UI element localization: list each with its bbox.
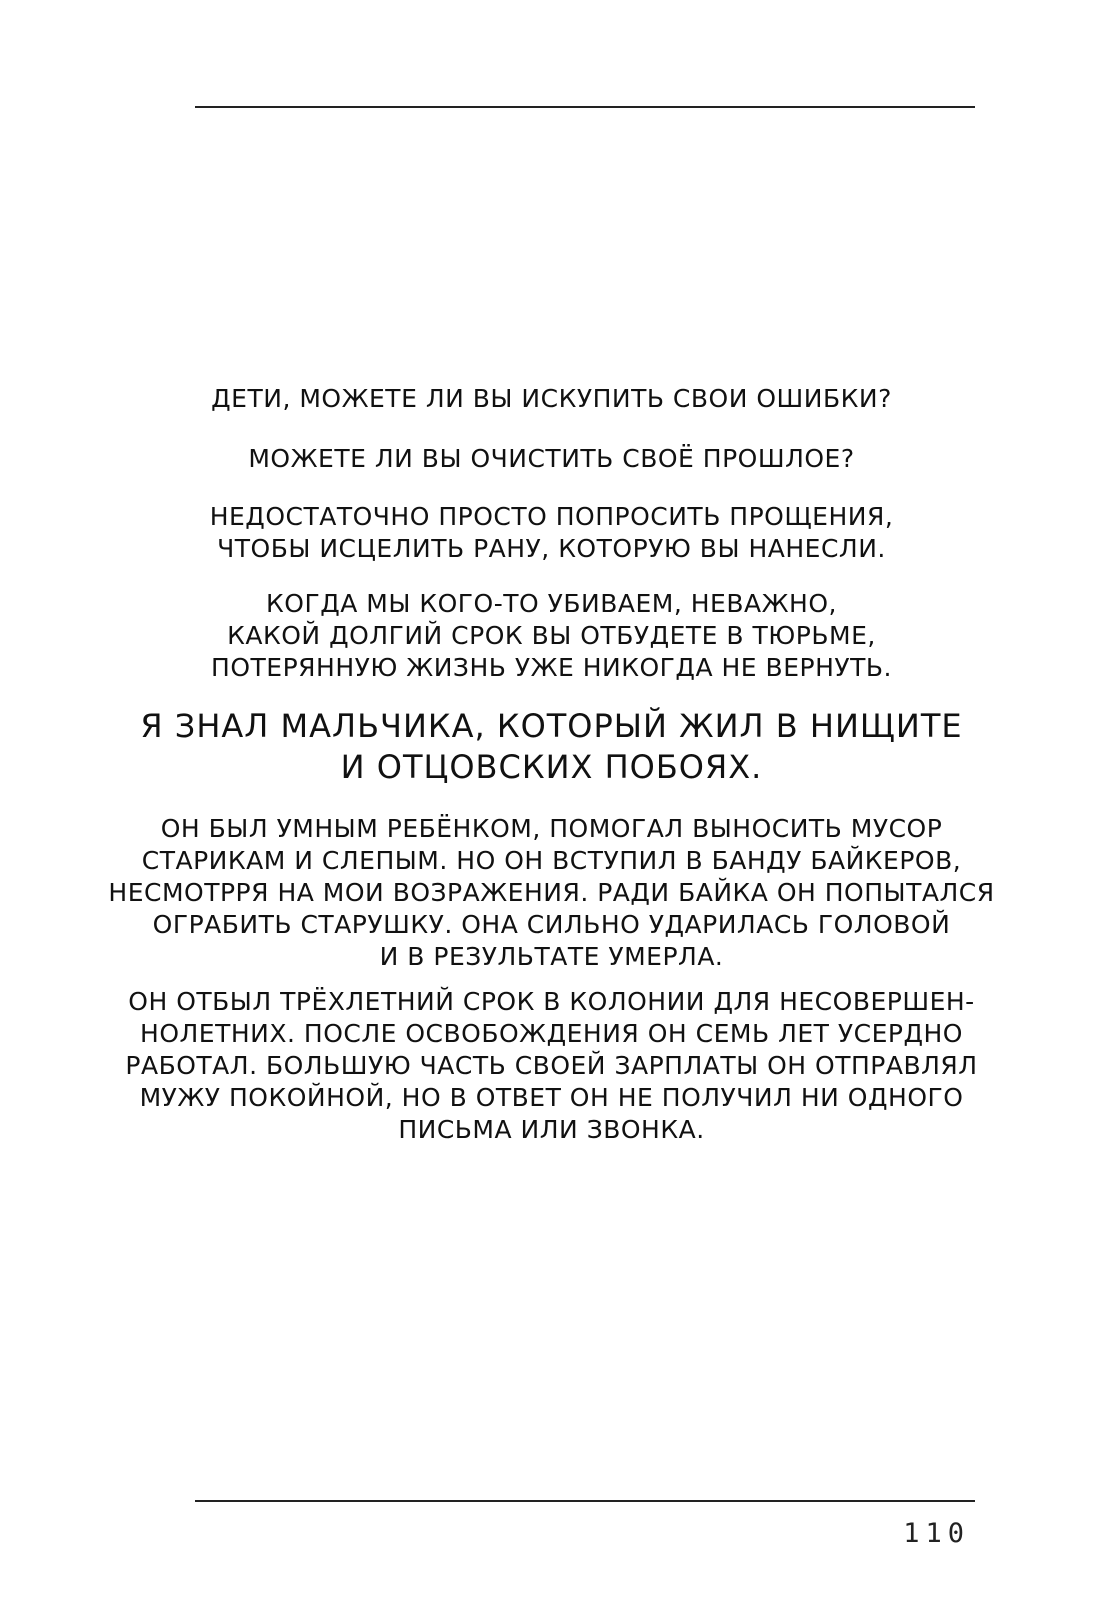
paragraph-5-emphasis — [80, 706, 1023, 788]
paragraph-text: МОЖЕТЕ ЛИ ВЫ ОЧИСТИТЬ СВОЁ ПРОШЛОЕ? — [248, 444, 855, 473]
paragraph-text: Я ЗНАЛ МАЛЬЧИКА, КОТОРЫЙ ЖИЛ В НИЩИТЕ И ОТЦОВСКИХ ПОБОЯХ. — [140, 707, 963, 786]
paragraph-6 — [80, 813, 1023, 973]
paragraph-text: ОН БЫЛ УМНЫМ РЕБЁНКОМ, ПОМОГАЛ ВЫНОСИТЬ МУСОР СТАРИКАМ И СЛЕПЫМ. НО ОН ВСТУПИЛ В БАНДУ БАЙКЕРОВ, НЕСМОТРРЯ НА МОИ ВОЗРАЖЕНИЯ. РАДИ БАЙКА ОН ПОПЫТАЛСЯ ОГРАБИТЬ СТАРУШКУ. ОНА СИЛЬНО УДАРИЛАСЬ ГОЛОВОЙ И В РЕЗУЛЬТАТЕ УМЕРЛА. — [108, 814, 995, 971]
paragraph-text: НЕДОСТАТОЧНО ПРОСТО ПОПРОСИТЬ ПРОЩЕНИЯ, ЧТОБЫ ИСЦЕЛИТЬ РАНУ, КОТОРУЮ ВЫ НАНЕСЛИ. — [209, 502, 894, 563]
paragraph-7 — [80, 986, 1023, 1146]
paragraph-2 — [80, 443, 1023, 475]
paragraph-1 — [80, 383, 1023, 415]
page-number: 110 — [903, 1518, 970, 1549]
paragraph-4 — [80, 588, 1023, 684]
paragraph-3 — [80, 501, 1023, 565]
paragraph-text: КОГДА МЫ КОГО-ТО УБИВАЕМ, НЕВАЖНО, КАКОЙ ДОЛГИЙ СРОК ВЫ ОТБУДЕТЕ В ТЮРЬМЕ, ПОТЕРЯННУЮ ЖИЗНЬ УЖЕ НИКОГДА НЕ ВЕРНУТЬ. — [211, 589, 892, 682]
paragraph-text: ОН ОТБЫЛ ТРЁХЛЕТНИЙ СРОК В КОЛОНИИ ДЛЯ НЕСОВЕРШЕН- НОЛЕТНИХ. ПОСЛЕ ОСВОБОЖДЕНИЯ ОН СЕМЬ ЛЕТ УСЕРДНО РАБОТАЛ. БОЛЬШУЮ ЧАСТЬ СВОЕЙ ЗАРПЛАТЫ ОН ОТПРАВЛЯЛ МУЖУ ПОКОЙНОЙ, НО В ОТВЕТ ОН НЕ ПОЛУЧИЛ НИ ОДНОГО ПИСЬМА ИЛИ ЗВОНКА. — [125, 987, 978, 1144]
paragraph-text: ДЕТИ, МОЖЕТЕ ЛИ ВЫ ИСКУПИТЬ СВОИ ОШИБКИ? — [211, 384, 892, 413]
bottom-divider — [195, 1500, 975, 1502]
top-divider — [195, 106, 975, 108]
